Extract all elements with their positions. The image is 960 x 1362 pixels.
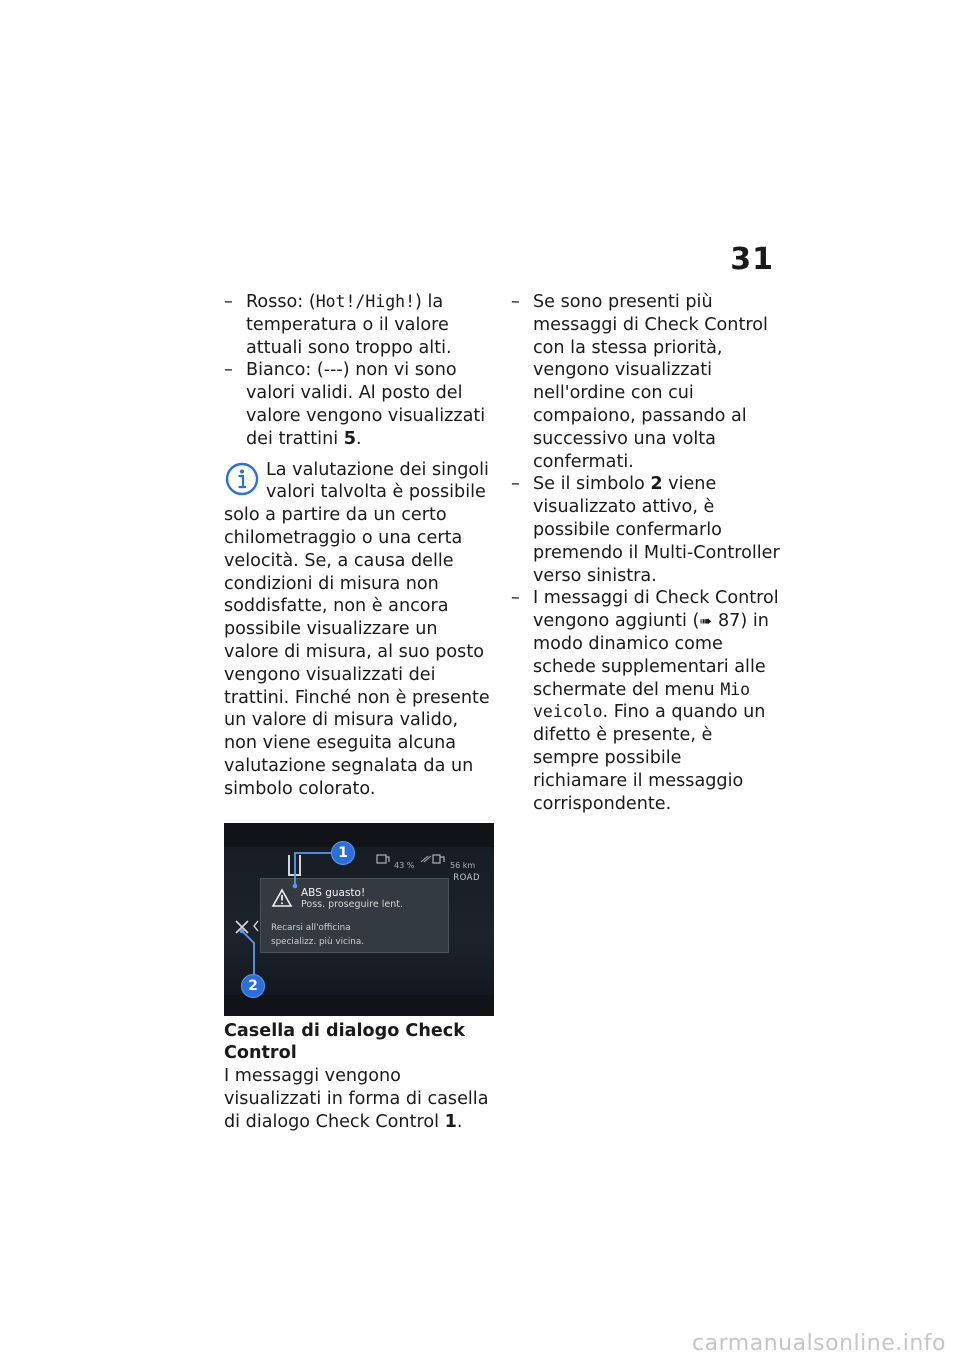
bullet-text: Bianco: (---) non vi sono valori validi. Al posto del valore vengono visualizzati dei trattini: [246, 360, 486, 449]
mono-code: Hot!/High!: [315, 292, 416, 311]
dialog-subtitle: Poss. proseguire lent.: [301, 898, 403, 910]
bullet-text: ) in modo dinamico come schede supplementari alle schermate del menu: [533, 611, 769, 700]
caption-body: I messaggi vengono visualizzati in forma di casella di dialogo Check Control: [224, 1066, 489, 1132]
callout-2: 2: [241, 974, 265, 998]
bullet-text: Se sono presenti più messaggi di Check Control con la stessa priorità, vengono visualizzati nell'ordine con cui compaiono, passando al successivo una volta confermati.: [533, 292, 768, 472]
bullet-white: [224, 359, 496, 450]
fuel-level: 43 %: [394, 860, 415, 870]
bullet-text: .: [355, 428, 362, 449]
bullet-text: I messaggi di Check Control vengono aggiunti (: [533, 588, 779, 632]
ref-number: 1: [444, 1111, 457, 1132]
ref-number: 5: [343, 428, 356, 449]
check-control-figure: [224, 823, 494, 1016]
dialog-line-2: specializz. più vicina.: [271, 936, 365, 947]
bullet-dash: –: [511, 588, 520, 609]
bullet-text: ) la temperatura o il valore attuali sono troppo alti.: [246, 292, 452, 358]
dialog-title: ABS guasto!: [301, 886, 366, 899]
watermark: carmanualsonline.info: [692, 1331, 946, 1356]
bullet-priority: [511, 291, 781, 473]
mono-menu: Mio veicolo: [533, 679, 751, 722]
caption-end: .: [456, 1111, 463, 1132]
bullet-dash: –: [511, 474, 520, 495]
riding-mode: ROAD: [453, 872, 480, 883]
page-ref-link[interactable]: 87: [717, 611, 741, 632]
page-number: 31: [730, 242, 774, 277]
figure-caption-title: Casella di dialogo Check Control: [224, 1020, 465, 1064]
info-note: [224, 459, 496, 801]
range-value: 56 km: [450, 860, 476, 870]
ref-number: 2: [650, 474, 663, 495]
bullet-text: viene visualizzato attivo, è possibile confermarlo premendo il Multi-Controller verso sinistra.: [533, 474, 780, 586]
left-column: [224, 291, 496, 1134]
bullet-text: Se il simbolo: [533, 474, 651, 495]
figure-caption-text: [224, 1065, 496, 1133]
info-icon: [224, 461, 260, 497]
dialog-line-1: Recarsi all'officina: [271, 922, 351, 933]
bullet-dash: –: [511, 292, 520, 312]
page-ref-arrow-icon: ➠: [699, 612, 712, 631]
bullet-dynamic: [511, 587, 781, 815]
bullet-red: [224, 291, 496, 359]
right-column: [511, 291, 781, 815]
bullet-dash: –: [224, 292, 233, 312]
note-text: La valutazione dei singoli valori talvolta è possibile solo a partire da un certo chilometraggio o una certa velocità. Se, a causa delle condizioni di misura non soddisfatte, non è ancora possibile visualizzare un valore di misura, al suo posto vengono visualizzati dei trattini. Finché non è presente un valore di misura valido, non viene eseguita alcuna valutazione segnalata da un simbolo colorato.: [224, 459, 490, 799]
bullet-text: Rosso: (: [246, 292, 316, 312]
bullet-dash: –: [224, 360, 233, 381]
bullet-symbol: [511, 473, 781, 587]
callout-1: 1: [331, 841, 355, 865]
bullet-text: . Fino a quando un difetto è presente, è sempre possibile richiamare il messaggio corrispondente.: [533, 702, 766, 814]
